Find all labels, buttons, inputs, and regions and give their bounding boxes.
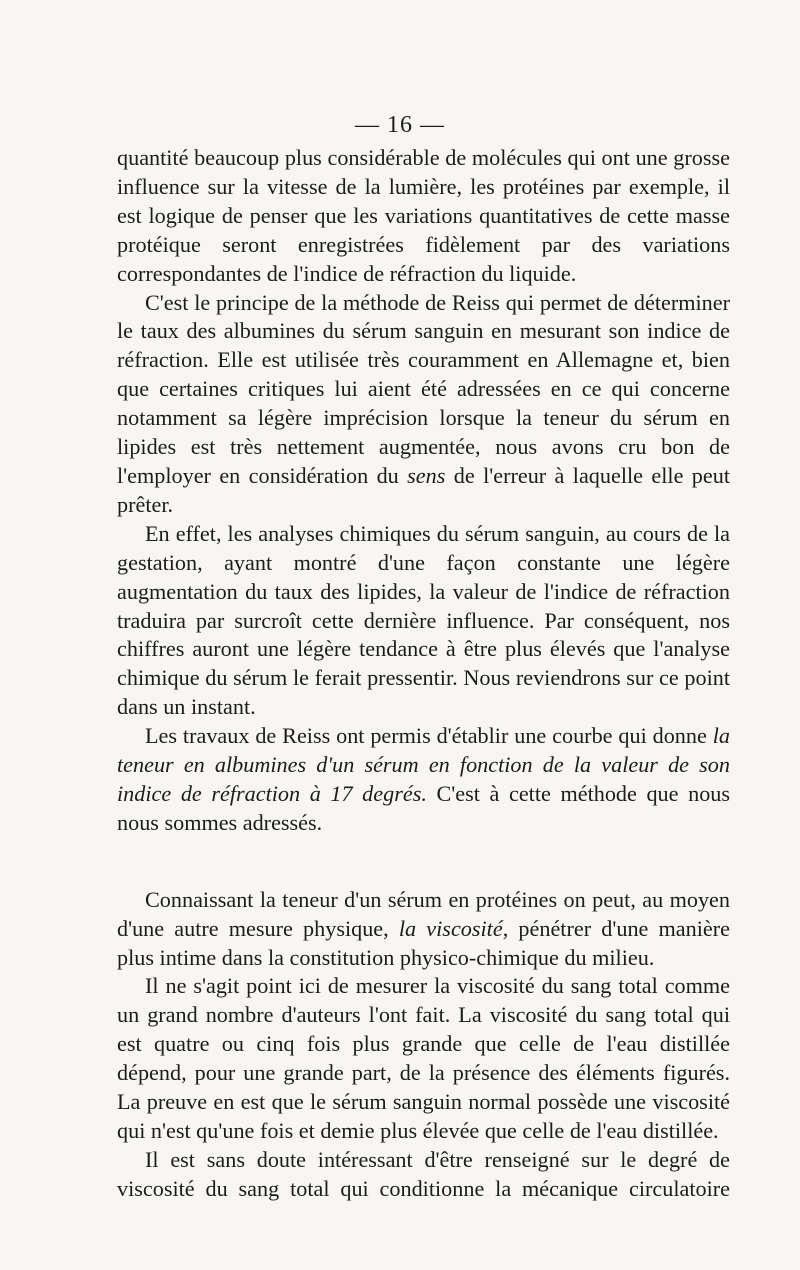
paragraph-2-emphasis: sens [407,462,446,488]
paragraph-6: Il ne s'agit point ici de mesurer la viscosité du sang total comme un grand nombre d'auteurs l'ont fait. La viscosité du sang total qui est quatre ou cinq fois plus grande que celle de l'eau distillée dépend, pour une grande part, de la présence des éléments figurés. La preuve en est que le sérum sanguin normal possède une viscosité qui n'est qu'une fois et demie plus élevée que celle de l'eau distillée. [117,973,730,1143]
paragraph-5-text-b: , pénétrer d'une manière plus intime dans la constitution physico-chimique du milieu. [117,915,730,970]
body-text [117,144,730,1204]
paragraph-3: En effet, les analyses chimiques du sérum sanguin, au cours de la gestation, ayant montré d'une façon constante une légère augmentation du taux des lipides, la valeur de l'indice de réfraction traduira par surcroît cette dernière influence. Par conséquent, nos chiffres auront une légère tendance à être plus élevés que l'analyse chimique du sérum le ferait pressentir. Nous reviendrons sur ce point dans un instant. [117,520,730,720]
paragraph-2 [117,289,730,520]
paragraph-1: quantité beaucoup plus considérable de molécules qui ont une grosse influence sur la vitesse de la lumière, les protéines par exemple, il est logique de penser que les variations quantitatives de cette masse protéique seront enregistrées fidèlement par des variations correspondantes de l'indice de réfraction du liquide. [117,145,730,286]
paragraph-4-text-b: C'est à cette méthode que nous nous sommes adressés. [117,780,731,835]
page-number: — 16 — [355,112,445,138]
paragraph-4-text-a: Les travaux de Reiss ont permis d'établir une courbe qui donne [145,723,713,749]
paragraph-4-emphasis: la teneur en albumines d'un sérum en fonction de la valeur de son indice de réfraction à 17 degrés. [117,723,730,806]
paragraph-5-emphasis: la viscosité [398,915,503,941]
paragraph-5-text-a: Connaissant la teneur d'un sérum en protéines on peut, au moyen d'une autre mesure physique, [117,886,730,941]
paragraph-5 [117,886,730,973]
paragraph-4 [117,722,730,838]
paragraph-2-text-b: de l'erreur à laquelle elle peut prêter. [117,462,731,517]
paragraph-2-text-a: C'est le principe de la méthode de Reiss qui permet de déterminer le taux des albumines du sérum sanguin en mesurant son indice de réfraction. Elle est utilisée très couramment en Allemagne et, bien que certaines critiques lui aient été adressées en ce qui concerne notamment sa légère imprécision lorsque la teneur du sérum en lipides est très nettement augmentée, nous avons cru bon de l'employer en considération du [117,289,730,488]
paragraph-7: Il est sans doute intéressant d'être renseigné sur le degré de viscosité du sang total qui conditionne la mécanique circulatoire [117,1146,730,1201]
